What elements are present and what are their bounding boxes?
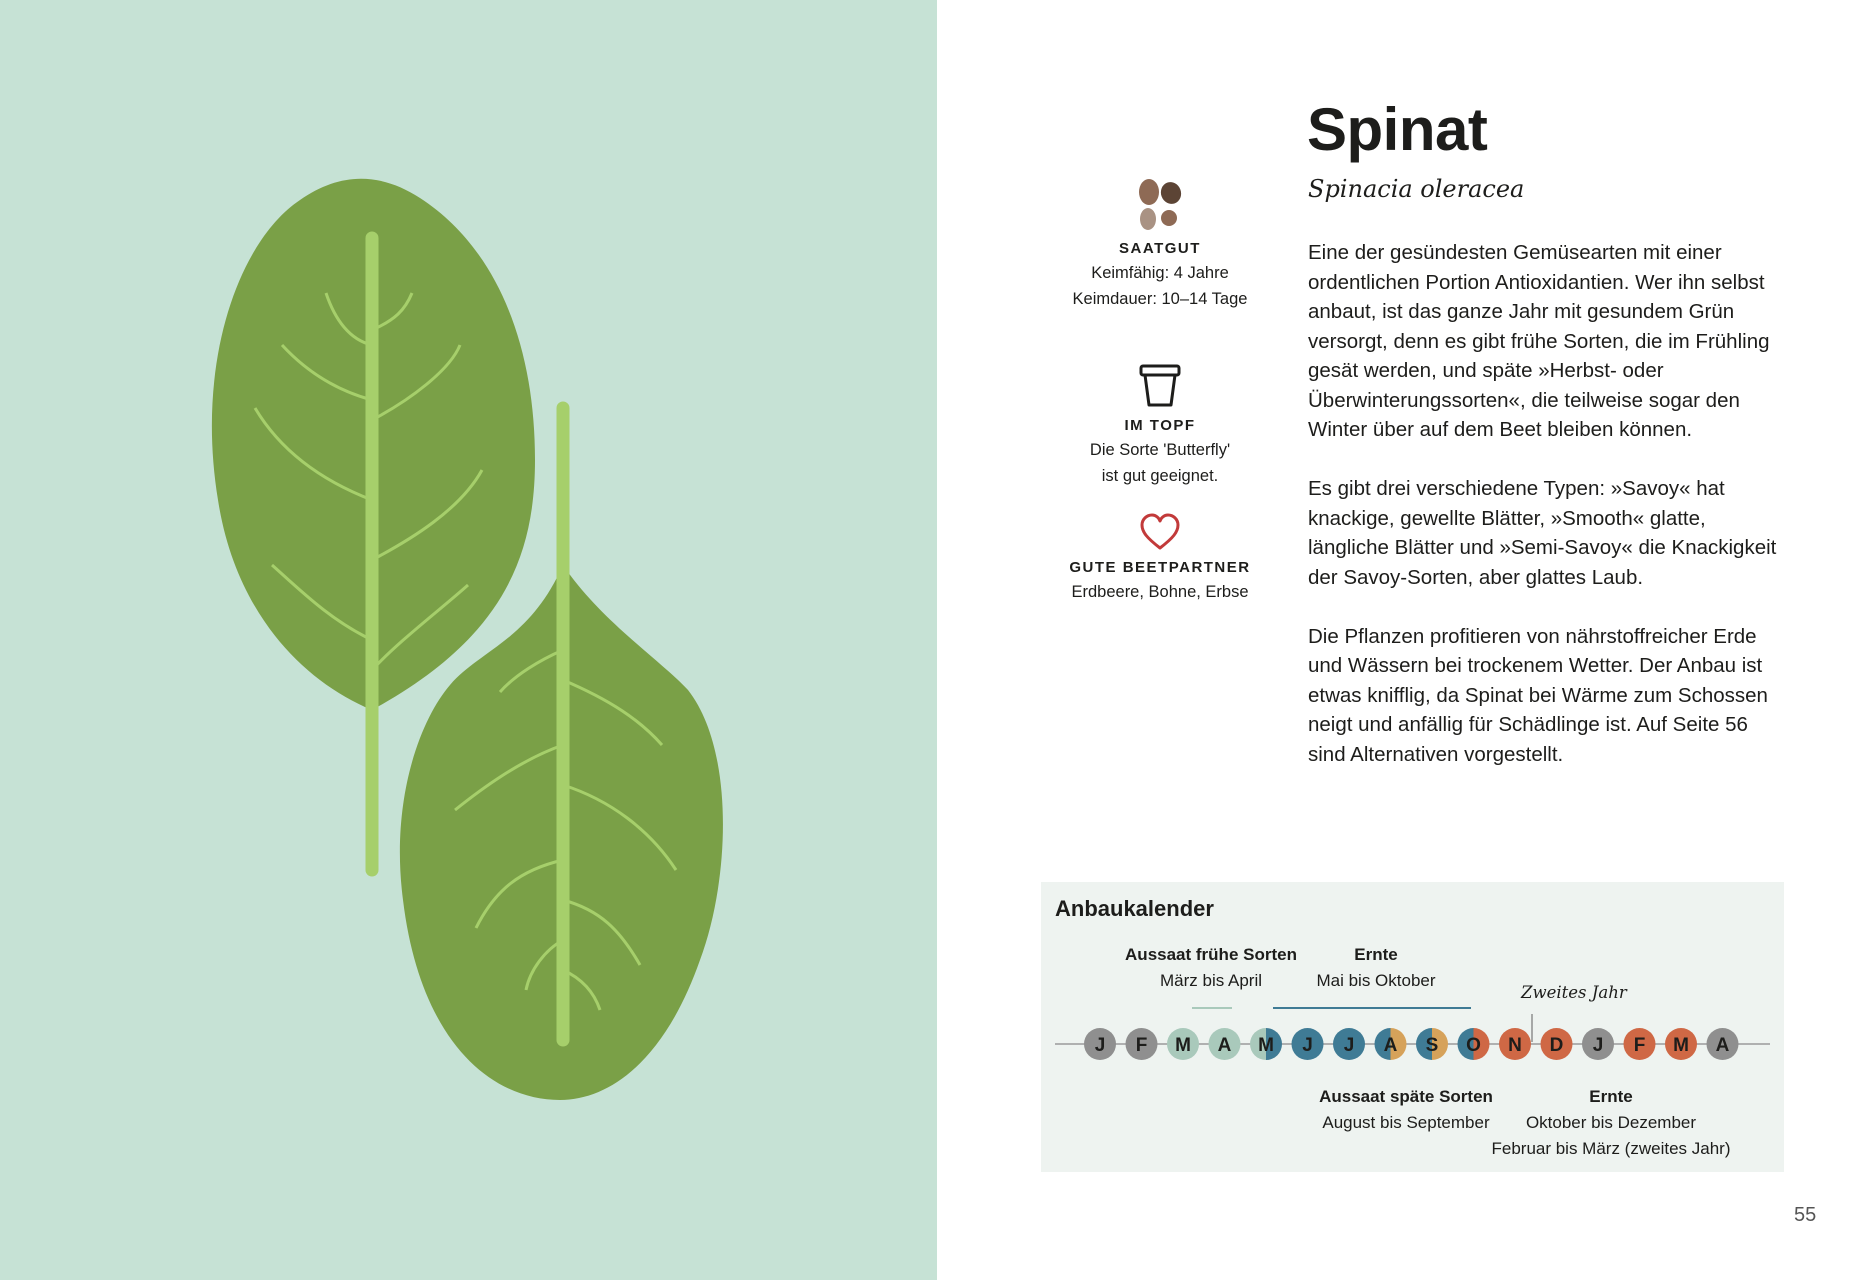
harvest-2-caption xyxy=(1471,1084,1751,1162)
paragraph: Eine der gesündesten Gemüsearten mit einer ordentlichen Portion Antioxidantien. Wer ihn selbst anbaut, ist das ganze Jahr mit gesundem Grün versorgt, denn es gibt frühe Sorten, die im Frühling gesät werden, und späte »Herbst- oder Überwinterungssorten«, die teilweise sogar den Winter über auf dem Beet bleiben können. xyxy=(1308,241,1770,441)
month-letter: J xyxy=(1592,1035,1604,1056)
month-marker xyxy=(1499,1028,1531,1060)
sow-early-label: Aussaat frühe Sorten xyxy=(1125,945,1297,964)
harvest-2-range-1: Oktober bis Dezember xyxy=(1525,1113,1697,1132)
month-letter: M xyxy=(1258,1035,1274,1056)
month-letter: J xyxy=(1094,1035,1106,1056)
paragraph: Die Pflanzen profitieren von nährstoffreicher Erde und Wässern bei trockenem Wetter. Der Anbau ist etwas knifflig, da Spinat bei Wärme zum Schossen neigt und anfällig für Schädlinge ist. Auf Seite 56 sind Alternativen vorgestellt. xyxy=(1308,624,1768,766)
description xyxy=(1308,238,1788,799)
month-letter: S xyxy=(1425,1035,1439,1056)
month-marker xyxy=(1250,1028,1282,1060)
seed-viability: Keimfähig: 4 Jahre xyxy=(1091,264,1229,282)
month-marker xyxy=(1458,1028,1490,1060)
sow-early-caption xyxy=(1121,942,1301,994)
month-letter: F xyxy=(1135,1035,1148,1056)
month-marker xyxy=(1292,1028,1324,1060)
month-marker xyxy=(1541,1028,1573,1060)
page-title: Spinat xyxy=(1307,96,1488,163)
sow-late-label: Aussaat späte Sorten xyxy=(1319,1087,1493,1106)
month-marker xyxy=(1209,1028,1241,1060)
month-letter: O xyxy=(1466,1035,1481,1056)
harvest-2-range-2: Februar bis März (zweites Jahr) xyxy=(1491,1139,1731,1158)
month-marker xyxy=(1333,1028,1365,1060)
month-marker xyxy=(1167,1028,1199,1060)
partners-list: Erdbeere, Bohne, Erbse xyxy=(1071,583,1249,601)
calendar-title: Anbaukalender xyxy=(1055,896,1214,921)
sow-early-range: März bis April xyxy=(1159,971,1263,990)
paragraph: Es gibt drei verschiedene Typen: »Savoy« hat knackige, gewellte Blätter, »Smooth« glatte, längliche Blätter und »Semi-Savoy« die Knackigkeit der Savoy-Sorten, aber glattes Laub. xyxy=(1308,477,1777,589)
month-marker xyxy=(1375,1028,1407,1060)
harvest-1-caption xyxy=(1301,942,1451,994)
harvest-2-label: Ernte xyxy=(1589,1087,1633,1106)
seeds-icon xyxy=(1135,178,1185,232)
partners-info xyxy=(1060,513,1260,605)
month-letter: A xyxy=(1715,1035,1730,1056)
partners-label: GUTE BEETPARTNER xyxy=(1069,559,1251,576)
pot-variety: Die Sorte 'Butterfly' xyxy=(1089,441,1231,459)
month-timeline xyxy=(1041,1002,1784,1062)
month-letter: J xyxy=(1302,1035,1313,1056)
pot-suitability: ist gut geeignet. xyxy=(1101,467,1219,485)
page-number: 55 xyxy=(1794,1204,1817,1226)
planting-calendar xyxy=(1041,882,1784,1172)
month-marker xyxy=(1624,1028,1656,1060)
harvest-1-range: Mai bis Oktober xyxy=(1316,971,1436,990)
month-letter: N xyxy=(1508,1035,1522,1056)
month-marker xyxy=(1084,1028,1116,1060)
month-letter: M xyxy=(1175,1035,1191,1056)
month-marker xyxy=(1416,1028,1448,1060)
month-letter: D xyxy=(1549,1035,1564,1056)
month-marker xyxy=(1707,1028,1739,1060)
heart-icon xyxy=(1139,513,1181,551)
month-letter: M xyxy=(1673,1035,1689,1056)
month-marker xyxy=(1126,1028,1158,1060)
latin-name: Spinacia oleracea xyxy=(1308,175,1525,203)
second-year-label: Zweites Jahr xyxy=(1521,983,1627,1002)
flowerpot-icon xyxy=(1138,363,1182,409)
pot-info xyxy=(1060,363,1260,489)
pot-label: IM TOPF xyxy=(1124,417,1196,434)
seed-info xyxy=(1060,178,1260,312)
month-letter: A xyxy=(1217,1035,1232,1056)
harvest-1-label: Ernte xyxy=(1354,945,1398,964)
month-letter: A xyxy=(1383,1035,1398,1056)
seed-label: SAATGUT xyxy=(1119,240,1201,257)
month-letter: F xyxy=(1633,1035,1646,1056)
month-marker xyxy=(1582,1028,1614,1060)
month-marker xyxy=(1665,1028,1697,1060)
month-letter: J xyxy=(1343,1035,1355,1056)
seed-germination: Keimdauer: 10–14 Tage xyxy=(1072,290,1248,308)
sow-late-range: August bis September xyxy=(1322,1113,1490,1132)
